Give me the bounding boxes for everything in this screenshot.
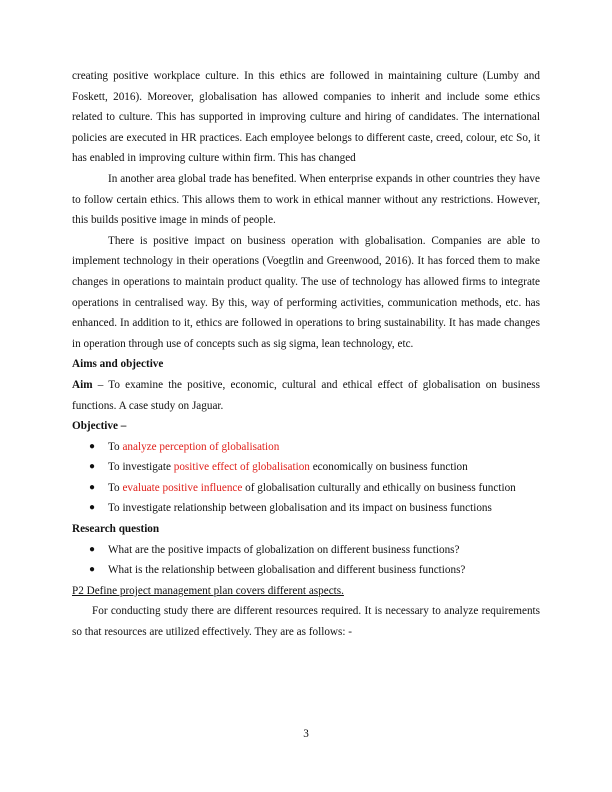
research-item	[72, 540, 540, 561]
paragraph-business-operation: There is positive impact on business operation with globalisation. Companies are able to implement technology in their operations (Voegtlin and Greenwood, 2016). It has forced them to make changes in operations to maintain product quality. The use of technology has allowed firms to integrate operations in centralised way. By this, way of performing activities, communication methods, etc. has enhanced. In addition to it, ethics are followed in operations to bring sustainability. It has made changes in operation through use of concepts such as sig sigma, lean technology, etc.	[72, 234, 540, 350]
aim-paragraph	[72, 375, 540, 416]
bullet-icon: ●	[89, 564, 96, 576]
research-item	[72, 560, 540, 581]
objective-highlight: evaluate positive influence	[122, 481, 243, 494]
bullet-icon: ●	[89, 461, 96, 473]
objective-text: of globalisation culturally and ethically on business function	[242, 481, 516, 494]
research-heading: Research question	[72, 523, 160, 536]
page-number: 3	[303, 728, 309, 740]
objective-item	[72, 437, 540, 458]
objective-highlight: analyze perception of globalisation	[122, 440, 280, 453]
bullet-icon: ●	[89, 440, 96, 452]
page-content	[72, 66, 540, 643]
objective-text: To investigate relationship between globalisation and its impact on business functions	[108, 502, 492, 515]
bullet-icon: ●	[89, 543, 96, 555]
bullet-icon: ●	[89, 481, 96, 493]
research-list	[72, 540, 540, 581]
aim-label: Aim	[72, 378, 93, 391]
objective-list	[72, 437, 540, 519]
objective-text: To investigate	[108, 461, 174, 474]
objective-item	[72, 457, 540, 478]
paragraph-culture: creating positive workplace culture. In this ethics are followed in maintaining culture (Lumby and Foskett, 2016). Moreover, globalisation has allowed companies to inherit and include some ethics related to culture. This has supported in improving culture and hiring of candidates. The international policies are executed in HR practices. Each employee belongs to different caste, creed, colour, etc So, it has enabled in improving culture within firm. This has changed	[72, 70, 540, 165]
objective-heading: Objective –	[72, 420, 127, 433]
objective-item	[72, 498, 540, 519]
research-text: What is the relationship between globalisation and different business functions?	[108, 564, 466, 577]
objective-text: To	[108, 440, 123, 453]
section-p2-paragraph: For conducting study there are different resources required. It is necessary to analyze requirements so that resources are utilized effectively. They are as follows: -	[72, 605, 540, 639]
section-p2-heading: P2 Define project management plan covers different aspects.	[72, 584, 344, 597]
objective-item	[72, 478, 540, 499]
objective-highlight: positive effect of globalisation	[173, 461, 310, 474]
aims-heading: Aims and objective	[72, 358, 164, 371]
objective-text: To	[108, 481, 123, 494]
bullet-icon: ●	[89, 502, 96, 514]
paragraph-global-trade: In another area global trade has benefited. When enterprise expands in other countries they have to follow certain ethics. This allows them to work in ethical manner without any restrictions. However, this builds positive image in minds of people.	[72, 172, 540, 227]
research-text: What are the positive impacts of globalization on different business functions?	[108, 543, 460, 556]
aim-text: – To examine the positive, economic, cultural and ethical effect of globalisation on business functions. A case study on Jaguar.	[72, 378, 540, 412]
objective-text: economically on business function	[309, 461, 468, 474]
